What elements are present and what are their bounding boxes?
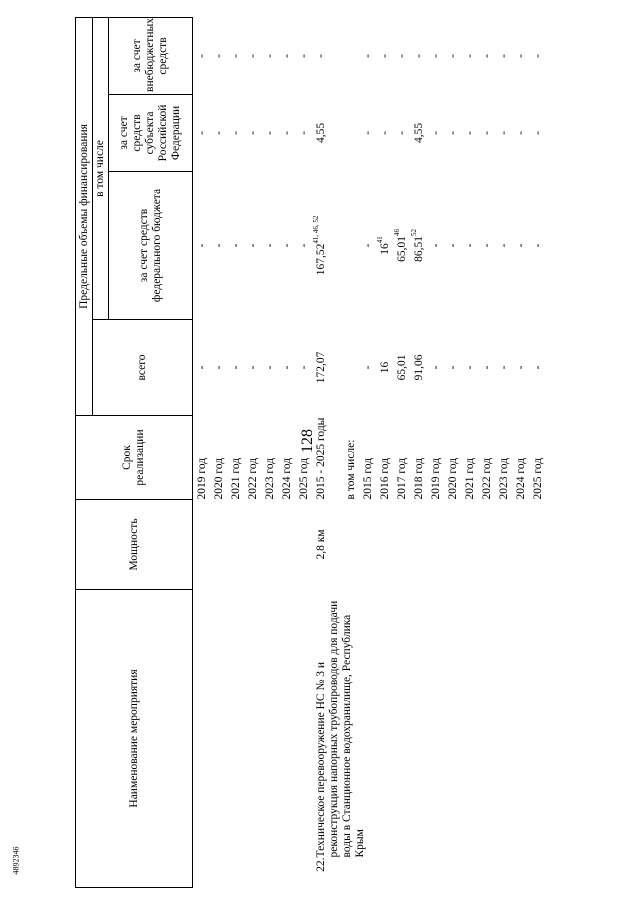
item-federal-footnote: 41, 46, 52 <box>312 215 321 244</box>
year-federal-footnote: 46 <box>393 229 402 237</box>
row-number <box>264 858 281 888</box>
year-extra: - <box>379 54 391 58</box>
year-total: 16 <box>379 361 391 374</box>
year-federal-value: - <box>515 243 527 248</box>
year-total: - <box>498 365 510 370</box>
year-federal-value: 65,01 <box>396 236 408 262</box>
row-extra: - <box>196 54 208 58</box>
year-extra: - <box>413 54 425 58</box>
table-row <box>298 17 315 887</box>
breakdown-label: в том числе: <box>345 439 357 500</box>
row-number <box>193 858 214 888</box>
year-federal <box>515 171 532 319</box>
row-number <box>345 858 362 888</box>
year-regional: - <box>464 131 476 135</box>
row-name <box>264 589 281 857</box>
year-federal-value: - <box>447 243 459 248</box>
row-regional: - <box>247 131 259 135</box>
row-number <box>230 858 247 888</box>
year-total: 65,01 <box>396 354 408 381</box>
row-number <box>396 858 413 888</box>
row-extra: - <box>298 54 310 58</box>
row-capacity <box>345 499 362 589</box>
year-federal-footnote: 41 <box>376 236 385 244</box>
row-number <box>281 858 298 888</box>
year-extra: - <box>515 54 527 58</box>
year-extra: - <box>430 54 442 58</box>
year-federal <box>481 171 498 319</box>
year-regional: 4,55 <box>413 122 425 144</box>
row-period: 2020 год <box>213 457 225 500</box>
item-total: 172,07 <box>315 351 327 384</box>
year-federal-value: - <box>498 243 510 248</box>
year-federal <box>498 171 515 319</box>
row-capacity <box>362 499 379 589</box>
year-federal-footnote: 52 <box>410 229 419 237</box>
row-name <box>230 589 247 857</box>
row-extra: - <box>281 54 293 58</box>
row-extra <box>345 17 362 94</box>
row-period: 2023 год <box>264 457 276 500</box>
row-capacity <box>464 499 481 589</box>
row-period: 2024 год <box>281 457 293 500</box>
row-federal: - <box>298 243 310 248</box>
year-federal-value: 86,51 <box>413 236 425 262</box>
year-federal <box>410 171 430 319</box>
row-federal: - <box>196 243 208 248</box>
year-regional: - <box>498 131 510 135</box>
year-extra: - <box>532 54 544 58</box>
year-federal-value: - <box>430 243 442 248</box>
row-total: - <box>281 365 293 370</box>
row-number <box>379 858 396 888</box>
row-capacity <box>532 499 549 589</box>
header-capacity: Мощность <box>76 499 193 589</box>
table-row <box>247 17 264 887</box>
row-regional: - <box>281 131 293 135</box>
header-including: в том числе <box>93 17 109 319</box>
row-capacity <box>447 499 464 589</box>
row-capacity <box>413 499 430 589</box>
year-regional: - <box>515 131 527 135</box>
row-extra: - <box>213 54 225 58</box>
row-number <box>498 858 515 888</box>
row-federal <box>345 171 362 319</box>
year-regional: - <box>379 131 391 135</box>
year-regional: - <box>396 131 408 135</box>
year-federal-value: - <box>362 243 374 248</box>
year-period: 2024 год <box>515 457 527 500</box>
item-federal <box>312 171 345 319</box>
item-row <box>315 17 345 887</box>
financing-table <box>75 17 549 888</box>
year-total: - <box>464 365 476 370</box>
row-period: 2025 год <box>298 457 310 500</box>
year-regional: - <box>481 131 493 135</box>
row-period: 2019 год <box>196 457 208 500</box>
row-regional: - <box>264 131 276 135</box>
row-extra: - <box>230 54 242 58</box>
row-number <box>413 858 430 888</box>
year-extra: - <box>447 54 459 58</box>
row-capacity <box>264 499 281 589</box>
row-regional: - <box>196 131 208 135</box>
row-capacity <box>379 499 396 589</box>
year-federal <box>464 171 481 319</box>
row-capacity <box>213 499 230 589</box>
row-total: - <box>213 365 225 370</box>
year-federal <box>393 171 413 319</box>
row-period: 2022 год <box>247 457 259 500</box>
row-total: - <box>196 365 208 370</box>
year-period: 2022 год <box>481 457 493 500</box>
year-total: - <box>447 365 459 370</box>
year-federal-value: 16 <box>379 243 391 255</box>
year-period: 2020 год <box>447 457 459 500</box>
row-capacity <box>498 499 515 589</box>
row-capacity <box>515 499 532 589</box>
row-number <box>298 858 315 888</box>
row-capacity <box>281 499 298 589</box>
row-capacity <box>230 499 247 589</box>
document-code: 4892346 <box>11 846 21 875</box>
item-regional: 4,55 <box>315 122 327 144</box>
row-number <box>447 858 464 888</box>
row-total: - <box>264 365 276 370</box>
row-regional: - <box>230 131 242 135</box>
year-period: 2019 год <box>430 457 442 500</box>
year-period: 2017 год <box>396 457 408 500</box>
row-regional <box>345 94 362 171</box>
year-total: 91,06 <box>413 354 425 381</box>
row-number <box>430 858 447 888</box>
table-header <box>76 17 193 887</box>
row-total: - <box>298 365 310 370</box>
year-total: - <box>481 365 493 370</box>
row-total <box>345 319 362 415</box>
row-period: 2021 год <box>230 457 242 500</box>
item-period: 2015 - 2025 годы <box>315 417 327 500</box>
row-number <box>515 858 532 888</box>
year-extra: - <box>481 54 493 58</box>
row-total: - <box>247 365 259 370</box>
row-number <box>247 858 264 888</box>
year-regional: - <box>447 131 459 135</box>
item-extra: - <box>315 54 327 58</box>
year-extra: - <box>362 54 374 58</box>
year-federal-value: - <box>464 243 476 248</box>
row-number <box>464 858 481 888</box>
year-regional: - <box>362 131 374 135</box>
row-total: - <box>230 365 242 370</box>
table-row <box>230 17 247 887</box>
header-period: Срок реализации <box>76 415 193 499</box>
row-regional: - <box>298 131 310 135</box>
year-federal <box>376 171 396 319</box>
year-period: 2021 год <box>464 457 476 500</box>
header-regional: за счет средств субъекта Российской Федерации <box>109 94 193 171</box>
year-period: 2025 год <box>532 457 544 500</box>
row-name <box>281 589 298 857</box>
row-name <box>298 589 315 857</box>
year-period: 2023 год <box>498 457 510 500</box>
year-regional: - <box>430 131 442 135</box>
header-total: всего <box>93 319 193 415</box>
year-period: 2018 год <box>413 457 425 500</box>
table-body <box>193 17 550 887</box>
header-federal: за счет средств федерального бюджета <box>109 171 193 319</box>
year-total: - <box>430 365 442 370</box>
row-number <box>481 858 498 888</box>
row-federal: - <box>213 243 225 248</box>
row-number <box>532 858 549 888</box>
row-federal: - <box>264 243 276 248</box>
year-extra: - <box>498 54 510 58</box>
year-extra: - <box>464 54 476 58</box>
row-capacity <box>481 499 498 589</box>
row-number <box>362 858 379 888</box>
row-capacity <box>430 499 447 589</box>
year-federal-value: - <box>481 243 493 248</box>
year-period: 2015 год <box>362 457 374 500</box>
row-name <box>193 589 214 857</box>
header-name: Наименование мероприятия <box>76 589 193 887</box>
rotated-page-content <box>75 18 610 888</box>
row-federal: - <box>230 243 242 248</box>
year-federal <box>430 171 447 319</box>
year-regional: - <box>532 131 544 135</box>
row-extra: - <box>247 54 259 58</box>
page-number: 128 <box>299 429 316 453</box>
table-row <box>193 17 214 887</box>
item-number: 22. <box>315 857 327 872</box>
table-row <box>281 17 298 887</box>
row-federal: - <box>281 243 293 248</box>
row-name <box>247 589 264 857</box>
item-capacity: 2,8 км <box>315 529 327 560</box>
year-federal <box>362 171 379 319</box>
row-capacity <box>193 499 214 589</box>
row-capacity <box>298 499 315 589</box>
row-name <box>213 589 230 857</box>
year-total: - <box>362 365 374 370</box>
row-capacity <box>247 499 264 589</box>
row-regional: - <box>213 131 225 135</box>
header-extra: за счет внебюджетных средств <box>109 17 193 94</box>
year-total: - <box>515 365 527 370</box>
row-capacity <box>396 499 413 589</box>
year-period: 2016 год <box>379 457 391 500</box>
item-name: Техническое перевооружение НС № 3 и реконструкция напорных трубопроводов для подачи воды в Станционное водохранилище, Республика Крым <box>315 600 366 858</box>
row-number <box>213 858 230 888</box>
year-federal <box>532 171 549 319</box>
item-federal-value: 167,52 <box>315 243 327 276</box>
row-extra: - <box>264 54 276 58</box>
row-federal: - <box>247 243 259 248</box>
header-limits: Предельные объемы финансирования <box>76 17 93 415</box>
year-federal <box>447 171 464 319</box>
table-row <box>264 17 281 887</box>
year-total: - <box>532 365 544 370</box>
table-row <box>213 17 230 887</box>
year-federal-value: - <box>532 243 544 248</box>
year-extra: - <box>396 54 408 58</box>
